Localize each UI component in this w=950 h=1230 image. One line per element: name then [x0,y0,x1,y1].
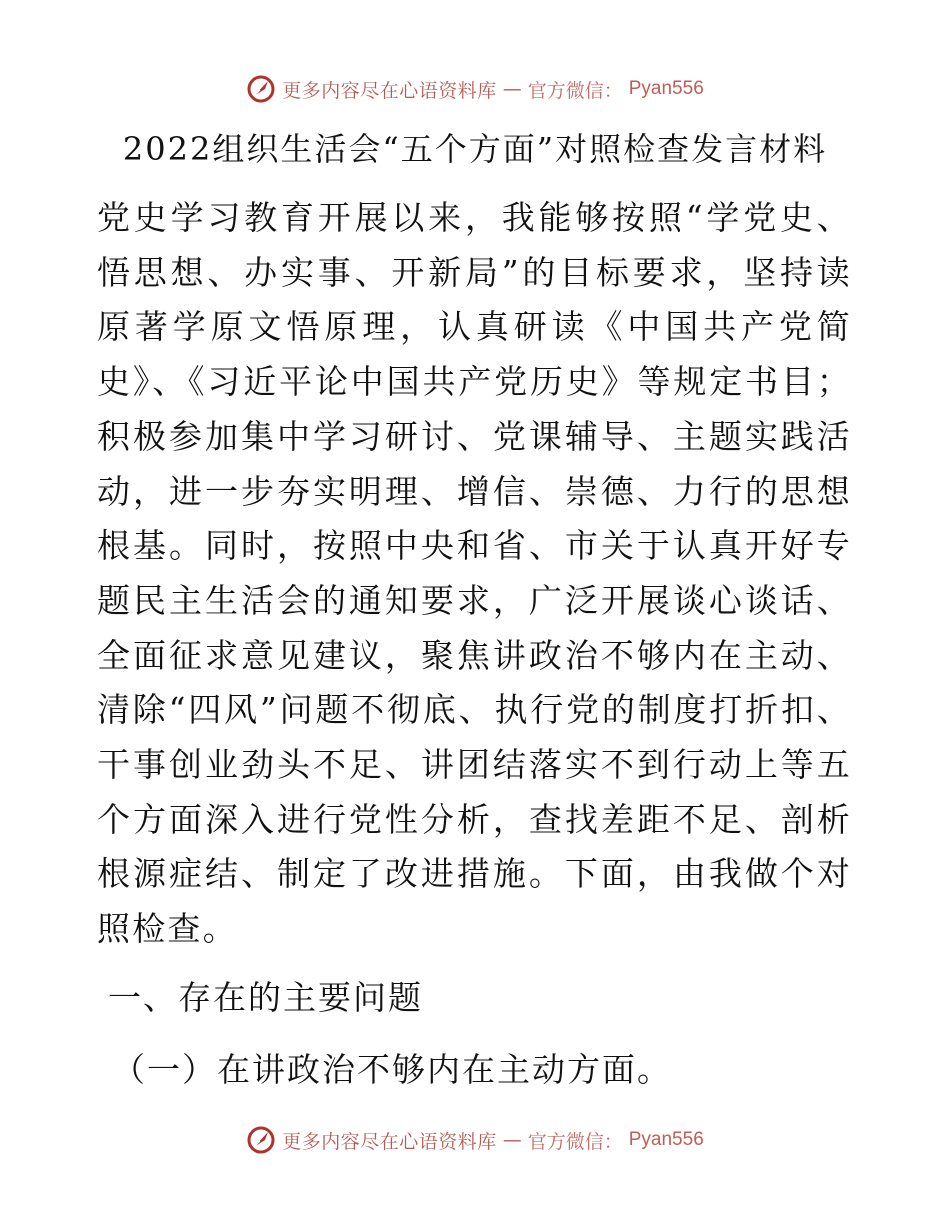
document-body-paragraph: 党史学习教育开展以来，我能够按照“学党史、悟思想、办实事、开新局”的目标要求，坚持读原著学原文悟原理，认真研读《中国共产党简史》、《习近平论中国共产党历史》等规定书目；积极参加集中学习研讨、党课辅导、主题实践活动，进一步夯实明理、增信、崇德、力行的思想根基。同时，按照中央和省、市关于认真开好专题民主生活会的通知要求，广泛开展谈心谈话、全面征求意见建议，聚焦讲政治不够内在主动、清除“四风”问题不彻底、执行党的制度打折扣、干事创业劲头不足、讲团结落实不到行动上等五个方面深入进行党性分析，查找差距不足、剖析根源症结、制定了改进措施。下面，由我做个对照检查。 [97,198,852,949]
footer-watermark [0,1125,950,1155]
feather-pen-circle-icon [246,1125,276,1155]
watermark-account: Pyan556 [628,1129,704,1150]
feather-pen-circle-icon [246,74,276,104]
watermark-site-text: 更多内容尽在心语资料库 [282,1130,497,1153]
subsection-heading: （一）在讲政治不够内在主动方面。 [112,1050,672,1089]
header-watermark [0,74,950,104]
watermark-wechat-label: 官方微信： [527,79,623,102]
watermark-wechat-label: 官方微信： [527,1130,623,1153]
watermark-site-text: 更多内容尽在心语资料库 [282,79,497,102]
document-title: 2022组织生活会“五个方面”对照检查发言材料 [122,130,828,168]
watermark-account: Pyan556 [628,78,704,99]
section-heading: 一、存在的主要问题 [108,978,423,1017]
watermark-separator: — [502,78,522,100]
watermark-separator: — [502,1129,522,1151]
